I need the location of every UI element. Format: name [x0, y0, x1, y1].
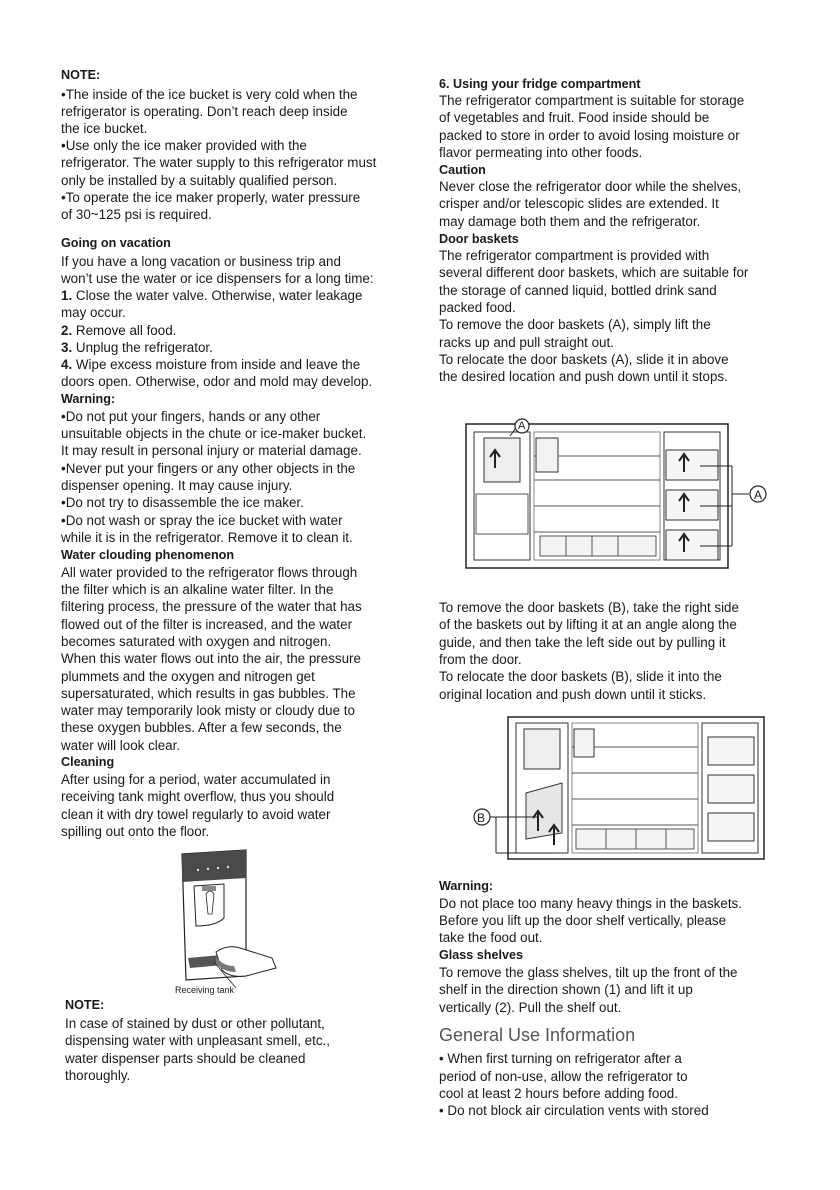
text-line: shelf in the direction shown (1) and lift it up — [439, 982, 693, 997]
text-line: • When first turning on refrigerator after a — [439, 1051, 682, 1066]
step-number: 4. — [61, 357, 73, 372]
text-line: of the baskets out by lifting it at an angle along the — [439, 617, 737, 632]
label-b: B — [477, 811, 486, 825]
text-line: All water provided to the refrigerator flows through — [61, 565, 358, 580]
door-baskets-a-diagram — [462, 410, 782, 585]
text-line: while it is in the refrigerator. Remove it to clean it. — [61, 530, 353, 545]
text-line: only be installed by a suitably qualified person. — [61, 173, 338, 188]
text-line: water will look clear. — [61, 738, 181, 753]
dispenser-illustration — [176, 848, 306, 988]
vacation-step — [61, 287, 362, 304]
text-line: from the door. — [439, 652, 522, 667]
text-line: of 30~125 psi is required. — [61, 207, 212, 222]
text-line: flavor permeating into other foods. — [439, 145, 643, 160]
text-line: racks up and pull straight out. — [439, 335, 614, 350]
label-a-top: A — [518, 420, 526, 432]
text-line: The refrigerator compartment is suitable for storage — [439, 93, 745, 108]
text-line: receiving tank might overflow, thus you should — [61, 789, 335, 804]
text-line: refrigerator is operating. Don’t reach deep inside — [61, 104, 348, 119]
clouding-heading: Water clouding phenomenon — [61, 548, 235, 562]
text-line: these oxygen bubbles. After a few seconds, the — [61, 720, 342, 735]
text-line: •The inside of the ice bucket is very cold when the — [61, 87, 358, 102]
text-line: To relocate the door baskets (A), slide it in above — [439, 352, 729, 367]
text-line: take the food out. — [439, 930, 543, 945]
text-line: guide, and then take the left side out by pulling it — [439, 635, 726, 650]
warning-heading-right: Warning: — [439, 879, 494, 893]
door-baskets-b-diagram — [468, 713, 768, 865]
glass-heading: Glass shelves — [439, 948, 524, 962]
text-line: the filter which is an alkaline water filter. In the — [61, 582, 334, 597]
text-line: becomes saturated with oxygen and nitrogen. — [61, 634, 332, 649]
text-line: To remove the door baskets (A), simply lift the — [439, 317, 711, 332]
text-line: To remove the door baskets (B), take the right side — [439, 600, 739, 615]
text-line: thoroughly. — [65, 1068, 131, 1083]
step-number: 3. — [61, 340, 73, 355]
text-line: After using for a period, water accumulated in — [61, 772, 331, 787]
text-line: original location and push down until it sticks. — [439, 687, 707, 702]
text-line: dispensing water with unpleasant smell, etc., — [65, 1033, 330, 1048]
text-line: water dispenser parts should be cleaned — [65, 1051, 306, 1066]
text-line: period of non-use, allow the refrigerator to — [439, 1069, 688, 1084]
text-line: the ice bucket. — [61, 121, 148, 136]
label-a-right: A — [754, 488, 763, 502]
text-line: It may result in personal injury or material damage. — [61, 443, 362, 458]
step-number: 2. — [61, 323, 73, 338]
vacation-step — [61, 356, 360, 373]
text-line: To relocate the door baskets (B), slide it into the — [439, 669, 722, 684]
text-line: When this water flows out into the air, the pressure — [61, 651, 361, 666]
warning-heading: Warning: — [61, 392, 116, 406]
text-line: won’t use the water or ice dispensers for a long time: — [61, 271, 374, 286]
vacation-step — [61, 339, 213, 356]
text-line: water may temporarily look misty or cloudy due to — [61, 703, 355, 718]
text-line: packed to store in order to avoid losing moisture or — [439, 128, 740, 143]
text-line: •Never put your fingers or any other objects in the — [61, 461, 356, 476]
text-line: The refrigerator compartment is provided with — [439, 248, 710, 263]
text-line: Do not place too many heavy things in the baskets. — [439, 896, 742, 911]
text-line: • Do not block air circulation vents with stored — [439, 1103, 709, 1118]
text-line: plummets and the oxygen and nitrogen get — [61, 669, 315, 684]
text-line: the desired location and push down until it stops. — [439, 369, 728, 384]
text-line: refrigerator. The water supply to this refrigerator must — [61, 155, 377, 170]
note-heading: NOTE: — [65, 998, 105, 1012]
text-line: cool at least 2 hours before adding food. — [439, 1086, 678, 1101]
text-line: •Do not wash or spray the ice bucket with water — [61, 513, 343, 528]
text-line: •Do not try to disassemble the ice maker. — [61, 495, 304, 510]
text-line: of vegetables and fruit. Food inside should be — [439, 110, 710, 125]
text-line: •Use only the ice maker provided with the — [61, 138, 307, 153]
vacation-step — [61, 373, 372, 390]
vacation-heading: Going on vacation — [61, 236, 171, 250]
text-line: filtering process, the pressure of the water that has — [61, 599, 362, 614]
text-line: spilling out onto the floor. — [61, 824, 210, 839]
general-use-heading: General Use Information — [439, 1025, 636, 1045]
caution-heading: Caution — [439, 163, 486, 177]
note-heading: NOTE: — [61, 68, 101, 82]
step-text: doors open. Otherwise, odor and mold may develop. — [61, 374, 373, 389]
step-text: may occur. — [61, 305, 126, 320]
text-line: flowed out of the filter is increased, and the water — [61, 617, 353, 632]
text-line: •To operate the ice maker properly, water pressure — [61, 190, 361, 205]
text-line: Never close the refrigerator door while the shelves, — [439, 179, 742, 194]
step-text: Close the water valve. Otherwise, water leakage — [72, 288, 363, 303]
step-text: Wipe excess moisture from inside and leave the — [72, 357, 361, 372]
step-text: Remove all food. — [72, 323, 177, 338]
fridge-heading: 6. Using your fridge compartment — [439, 77, 641, 91]
text-line: Before you lift up the door shelf vertically, please — [439, 913, 727, 928]
text-line: packed food. — [439, 300, 516, 315]
text-line: supersaturated, which results in gas bubbles. The — [61, 686, 356, 701]
text-line: To remove the glass shelves, tilt up the front of the — [439, 965, 738, 980]
vacation-step — [61, 322, 176, 339]
text-line: may damage both them and the refrigerator. — [439, 214, 701, 229]
text-line: unsuitable objects in the chute or ice-maker bucket. — [61, 426, 367, 441]
receiving-tank-caption: Receiving tank — [175, 985, 235, 995]
baskets-heading: Door baskets — [439, 232, 519, 246]
text-line: In case of stained by dust or other pollutant, — [65, 1016, 325, 1031]
text-line: several different door baskets, which are suitable for — [439, 265, 749, 280]
cleaning-heading: Cleaning — [61, 755, 115, 769]
step-text: Unplug the refrigerator. — [72, 340, 213, 355]
step-number: 1. — [61, 288, 73, 303]
text-line: the storage of canned liquid, bottled drink sand — [439, 283, 717, 298]
text-line: dispenser opening. It may cause injury. — [61, 478, 293, 493]
text-line: crisper and/or telescopic slides are extended. It — [439, 196, 719, 211]
text-line: clean it with dry towel regularly to avoid water — [61, 807, 331, 822]
text-line: If you have a long vacation or business trip and — [61, 254, 341, 269]
text-line: •Do not put your fingers, hands or any other — [61, 409, 321, 424]
text-line: vertically (2). Pull the shelf out. — [439, 1000, 622, 1015]
vacation-step — [61, 304, 126, 321]
